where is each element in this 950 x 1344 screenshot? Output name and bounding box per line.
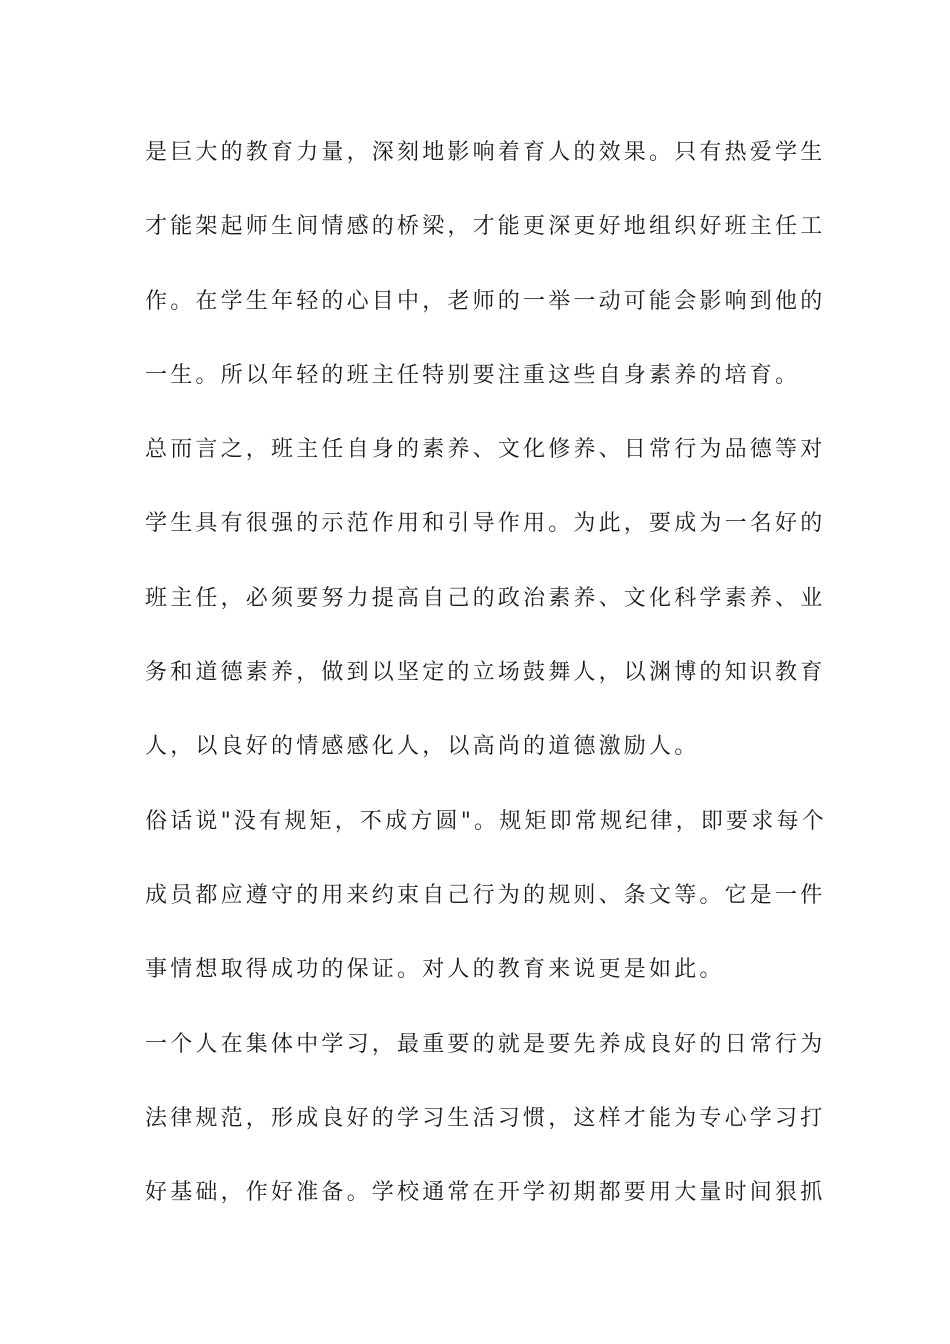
text-line-7: 班主任，必须要努力提高自己的政治素养、文化科学素养、业 bbox=[145, 585, 826, 611]
text-line-4: 一生。所以年轻的班主任特别要注重这些自身素养的培育。 bbox=[145, 362, 801, 388]
text-line-11: 成员都应遵守的用来约束自己行为的规则、条文等。它是一件 bbox=[145, 882, 826, 908]
text-line-1: 是巨大的教育力量，深刻地影响着育人的效果。只有热爱学生 bbox=[145, 140, 826, 165]
text-line-15: 好基础，作好准备。学校通常在开学初期都要用大量时间狠抓 bbox=[145, 1180, 826, 1206]
text-line-9: 人，以良好的情感感化人，以高尚的道德激励人。 bbox=[145, 734, 700, 760]
text-line-12: 事情想取得成功的保证。对人的教育来说更是如此。 bbox=[145, 957, 725, 983]
body-text bbox=[145, 131, 827, 1245]
text-line-8: 务和道德素养，做到以坚定的立场鼓舞人，以渊博的知识教育 bbox=[145, 660, 826, 686]
text-line-2: 才能架起师生间情感的桥梁，才能更深更好地组织好班主任工 bbox=[145, 214, 826, 240]
text-line-14: 法律规范，形成良好的学习生活习惯，这样才能为专心学习打 bbox=[145, 1105, 826, 1131]
text-line-10: 俗话说"没有规矩，不成方圆"。规矩即常规纪律，即要求每个 bbox=[145, 808, 827, 834]
text-line-13: 一个人在集体中学习，最重要的就是要先养成良好的日常行为 bbox=[145, 1031, 826, 1057]
text-line-6: 学生具有很强的示范作用和引导作用。为此，要成为一名好的 bbox=[145, 511, 826, 537]
text-line-5: 总而言之，班主任自身的素养、文化修养、日常行为品德等对 bbox=[145, 437, 826, 463]
text-line-3: 作。在学生年轻的心目中，老师的一举一动可能会影响到他的 bbox=[145, 288, 826, 314]
